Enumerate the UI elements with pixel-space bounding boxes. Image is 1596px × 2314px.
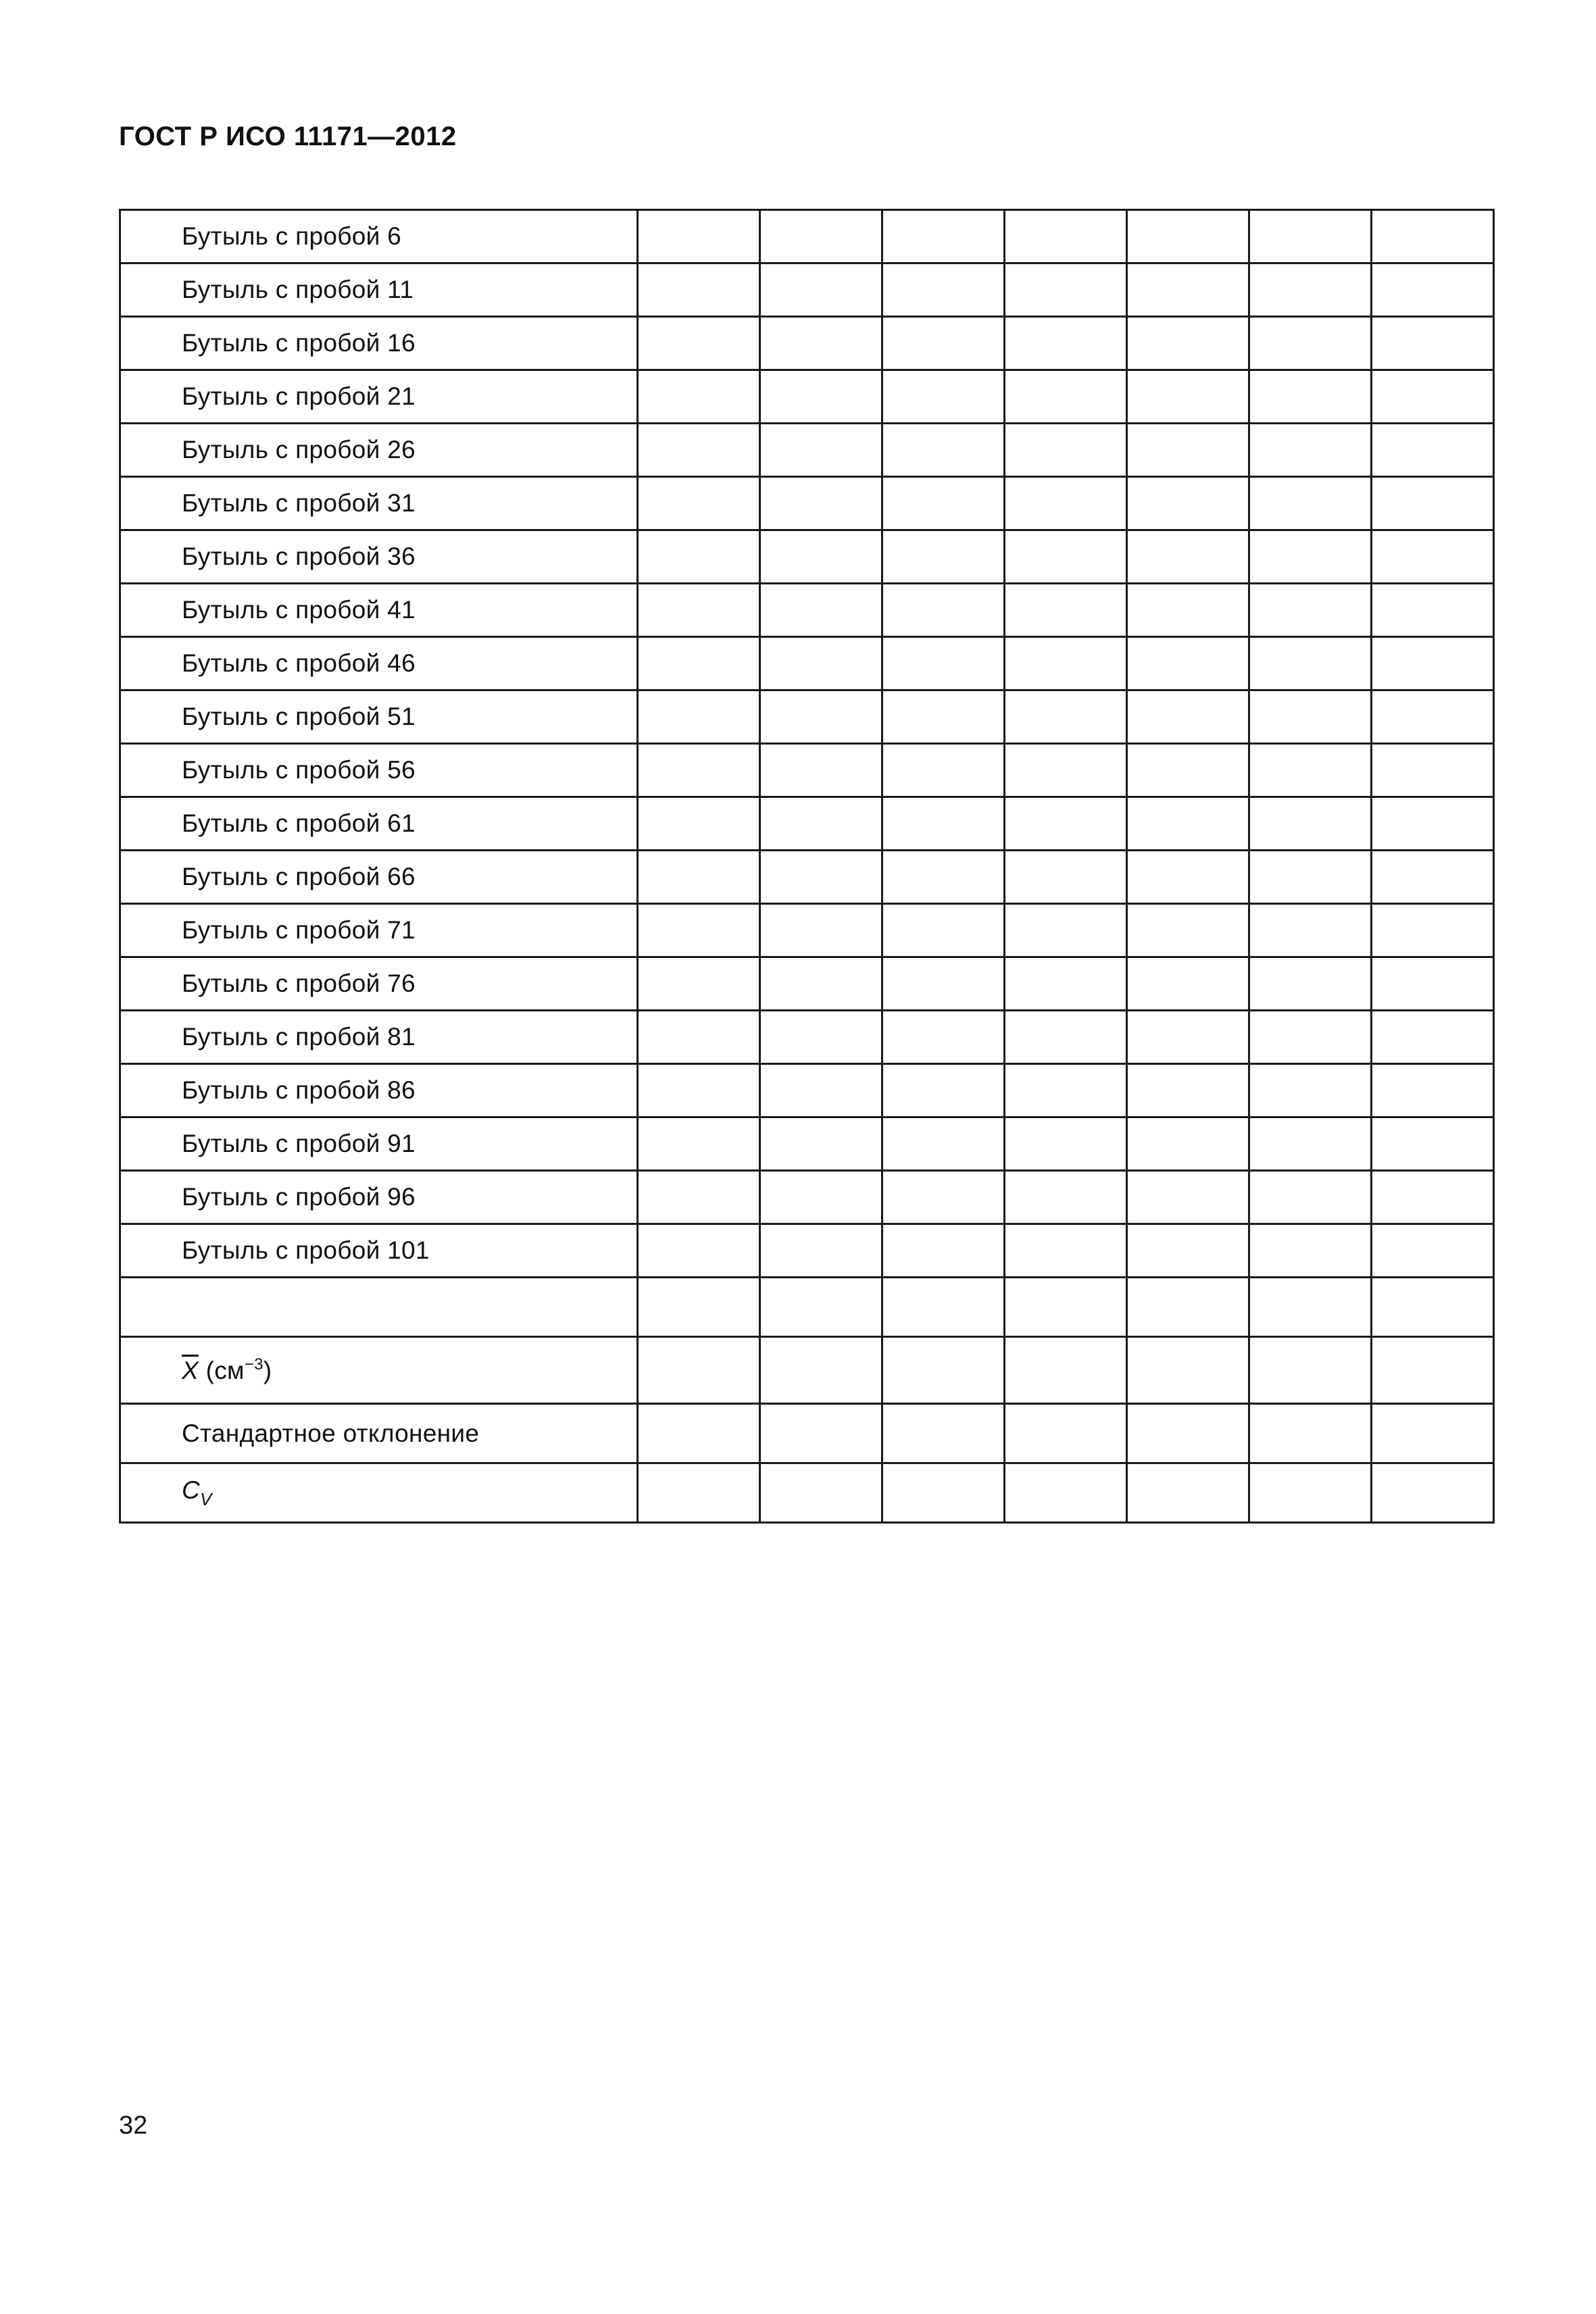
value-cell [1127,1337,1249,1404]
value-cell [638,317,760,370]
value-cell [1127,530,1249,584]
table-row [120,1117,1494,1171]
value-cell [1249,1404,1372,1463]
table-row [120,477,1494,530]
std-label: Стандартное отклонение [120,1404,638,1463]
cv-subscript: V [200,1488,212,1509]
value-cell [760,1011,882,1064]
value-cell [1127,424,1249,477]
value-cell [1372,424,1494,477]
value-cell [760,1278,882,1337]
value-cell [1127,1404,1249,1463]
value-cell [638,424,760,477]
value-cell [882,530,1005,584]
value-cell [882,477,1005,530]
table-row [120,1224,1494,1278]
value-cell [1005,690,1127,744]
value-cell [1005,744,1127,797]
value-cell [638,1011,760,1064]
value-cell [1249,1278,1372,1337]
value-cell [1249,744,1372,797]
value-cell [638,370,760,424]
value-cell [1127,1224,1249,1278]
table-row [120,904,1494,957]
value-cell [1249,957,1372,1011]
value-cell [638,690,760,744]
value-cell [1005,584,1127,637]
table-row [120,210,1494,263]
value-cell [1249,1064,1372,1117]
table-row [120,957,1494,1011]
value-cell [638,210,760,263]
table-row [120,1171,1494,1224]
value-cell [760,424,882,477]
value-cell [638,1117,760,1171]
value-cell [1372,317,1494,370]
value-cell [760,1117,882,1171]
value-cell [1249,1337,1372,1404]
value-cell [760,957,882,1011]
value-cell [760,744,882,797]
value-cell [1372,1463,1494,1523]
mean-unit-suffix: ) [263,1357,272,1384]
value-cell [882,797,1005,851]
value-cell [1127,957,1249,1011]
row-label: Бутыль с пробой 51 [120,690,638,744]
value-cell [638,1064,760,1117]
value-cell [1372,263,1494,317]
value-cell [760,317,882,370]
value-cell [1005,317,1127,370]
value-cell [638,1337,760,1404]
value-cell [760,263,882,317]
value-cell [1249,1171,1372,1224]
value-cell [1127,1463,1249,1523]
value-cell [760,1337,882,1404]
document-title: ГОСТ Р ИСО 11171—2012 [119,122,457,151]
value-cell [1249,1117,1372,1171]
value-cell [1249,637,1372,690]
value-cell [1372,370,1494,424]
value-cell [638,851,760,904]
value-cell [1005,530,1127,584]
value-cell [1127,851,1249,904]
table-row [120,370,1494,424]
value-cell [882,1117,1005,1171]
value-cell [760,477,882,530]
value-cell [1372,477,1494,530]
value-cell [1372,1117,1494,1171]
table-row [120,1011,1494,1064]
table-row [120,530,1494,584]
row-label: Бутыль с пробой 26 [120,424,638,477]
row-label: Бутыль с пробой 16 [120,317,638,370]
value-cell [760,584,882,637]
value-cell [882,1337,1005,1404]
value-cell [1005,1171,1127,1224]
table-row [120,637,1494,690]
value-cell [1005,1404,1127,1463]
value-cell [760,690,882,744]
value-cell [1005,424,1127,477]
value-cell [1372,584,1494,637]
value-cell [1249,584,1372,637]
value-cell [1005,1064,1127,1117]
value-cell [882,637,1005,690]
value-cell [1127,210,1249,263]
value-cell [1372,904,1494,957]
value-cell [1249,851,1372,904]
value-cell [760,637,882,690]
value-cell [638,477,760,530]
value-cell [1127,1117,1249,1171]
value-cell [882,584,1005,637]
value-cell [1372,1337,1494,1404]
value-cell [1005,1463,1127,1523]
row-label: Бутыль с пробой 36 [120,530,638,584]
row-label: Бутыль с пробой 21 [120,370,638,424]
table-row [120,851,1494,904]
value-cell [1005,957,1127,1011]
value-cell [1249,797,1372,851]
row-label: Бутыль с пробой 91 [120,1117,638,1171]
results-table [119,209,1495,1524]
value-cell [1127,797,1249,851]
value-cell [1249,477,1372,530]
value-cell [1249,530,1372,584]
value-cell [1005,263,1127,317]
value-cell [638,530,760,584]
value-cell [882,1171,1005,1224]
value-cell [1127,584,1249,637]
value-cell [882,1011,1005,1064]
value-cell [760,1064,882,1117]
value-cell [1249,690,1372,744]
value-cell [1249,263,1372,317]
value-cell [1127,690,1249,744]
table-row [120,1064,1494,1117]
value-cell [1127,637,1249,690]
value-cell [1372,637,1494,690]
value-cell [1005,1011,1127,1064]
value-cell [882,370,1005,424]
row-label: Бутыль с пробой 76 [120,957,638,1011]
value-cell [882,263,1005,317]
std-row [120,1404,1494,1463]
value-cell [1249,904,1372,957]
value-cell [1005,1337,1127,1404]
value-cell [1249,1011,1372,1064]
page-number: 32 [119,2111,148,2140]
value-cell [1372,1171,1494,1224]
table-row [120,424,1494,477]
value-cell [1249,210,1372,263]
value-cell [1249,424,1372,477]
row-label: Бутыль с пробой 46 [120,637,638,690]
value-cell [1372,1278,1494,1337]
value-cell [882,851,1005,904]
value-cell [760,1171,882,1224]
value-cell [638,797,760,851]
value-cell [1372,797,1494,851]
value-cell [882,210,1005,263]
value-cell [1372,1224,1494,1278]
value-cell [1372,690,1494,744]
value-cell [1127,1011,1249,1064]
value-cell [882,744,1005,797]
cv-label [120,1463,638,1523]
value-cell [882,690,1005,744]
value-cell [1127,1064,1249,1117]
mean-unit-exponent: −3 [244,1355,264,1374]
row-label: Бутыль с пробой 41 [120,584,638,637]
row-label: Бутыль с пробой 86 [120,1064,638,1117]
mean-symbol: $\overline{X}$ [182,1357,199,1384]
value-cell [1005,1117,1127,1171]
value-cell [1127,1278,1249,1337]
value-cell [882,904,1005,957]
value-cell [1127,263,1249,317]
row-label: Бутыль с пробой 11 [120,263,638,317]
value-cell [760,530,882,584]
value-cell [1005,1224,1127,1278]
value-cell [1372,210,1494,263]
row-label: Бутыль с пробой 81 [120,1011,638,1064]
value-cell [1372,530,1494,584]
value-cell [760,370,882,424]
value-cell [638,1278,760,1337]
value-cell [1005,210,1127,263]
value-cell [1127,370,1249,424]
mean-unit-prefix: (см [205,1357,245,1384]
value-cell [1005,1278,1127,1337]
blank-row [120,1278,1494,1337]
row-label: Бутыль с пробой 66 [120,851,638,904]
table-row [120,744,1494,797]
value-cell [760,797,882,851]
value-cell [1249,1224,1372,1278]
value-cell [760,851,882,904]
value-cell [1005,637,1127,690]
cv-row [120,1463,1494,1523]
row-label [120,1278,638,1337]
table-row [120,263,1494,317]
value-cell [638,1171,760,1224]
value-cell [1372,744,1494,797]
value-cell [1005,797,1127,851]
value-cell [1372,957,1494,1011]
row-label: Бутыль с пробой 61 [120,797,638,851]
row-label: Бутыль с пробой 6 [120,210,638,263]
table-row [120,584,1494,637]
value-cell [1127,477,1249,530]
value-cell [638,1404,760,1463]
value-cell [760,1224,882,1278]
value-cell [1127,317,1249,370]
value-cell [638,263,760,317]
value-cell [1372,1011,1494,1064]
value-cell [1005,477,1127,530]
table-row [120,317,1494,370]
mean-label [120,1337,638,1404]
value-cell [638,1224,760,1278]
row-label: Бутыль с пробой 96 [120,1171,638,1224]
value-cell [882,957,1005,1011]
cv-symbol: C [182,1476,201,1504]
value-cell [1127,1171,1249,1224]
mean-row [120,1337,1494,1404]
value-cell [760,904,882,957]
value-cell [638,904,760,957]
value-cell [760,1463,882,1523]
value-cell [760,210,882,263]
row-label: Бутыль с пробой 71 [120,904,638,957]
value-cell [1005,851,1127,904]
value-cell [882,317,1005,370]
value-cell [1372,1064,1494,1117]
table-row [120,690,1494,744]
value-cell [1005,904,1127,957]
value-cell [882,1278,1005,1337]
value-cell [1127,744,1249,797]
value-cell [1372,1404,1494,1463]
value-cell [1249,1463,1372,1523]
value-cell [882,1224,1005,1278]
value-cell [638,744,760,797]
row-label: Бутыль с пробой 56 [120,744,638,797]
value-cell [638,584,760,637]
table-row [120,797,1494,851]
value-cell [638,1463,760,1523]
value-cell [1005,370,1127,424]
value-cell [1127,904,1249,957]
row-label: Бутыль с пробой 101 [120,1224,638,1278]
value-cell [638,957,760,1011]
value-cell [760,1404,882,1463]
value-cell [1372,851,1494,904]
value-cell [1249,370,1372,424]
value-cell [882,1064,1005,1117]
value-cell [882,1463,1005,1523]
value-cell [1249,317,1372,370]
value-cell [882,1404,1005,1463]
row-label: Бутыль с пробой 31 [120,477,638,530]
value-cell [638,637,760,690]
value-cell [882,424,1005,477]
